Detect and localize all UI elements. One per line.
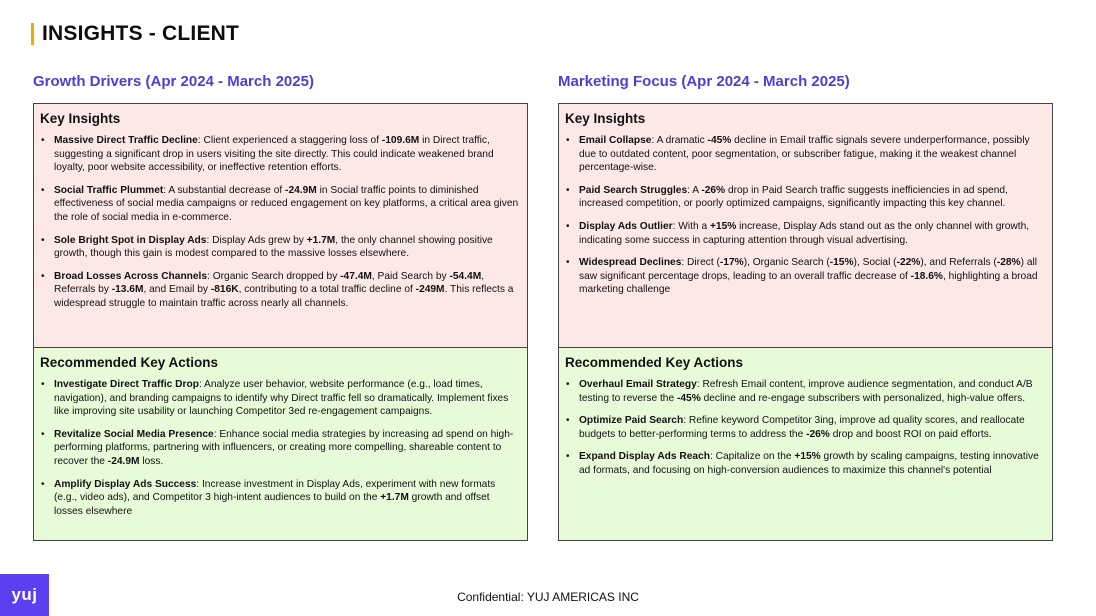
item-heading: Overhaul Email Strategy [579,379,697,390]
marketing-focus-heading: Marketing Focus (Apr 2024 - March 2025) [558,73,850,90]
item-heading: Widespread Declines [579,257,682,269]
item-text: decline in Email traffic signals severe underperformance, possibly due to outdated content, poor segmentation, or subscriber fatigue, making it the weakest channel percentage-wise. [579,135,1030,174]
item-text: , Paid Search by [371,270,450,282]
metric-value: -28% [996,257,1021,269]
item-text: : Display Ads grew by [206,234,307,246]
item-heading: Display Ads Outlier [579,220,673,232]
item-text: : Increase investment in Display Ads, experiment with new formats (e.g., video ads), and Competitor 3 high-intent audiences to build on the [54,478,496,504]
list-item [54,428,519,469]
list-item [54,134,519,175]
list-item [579,184,1044,211]
metric-value: -45% [676,392,701,404]
growth-key-actions-panel [33,347,528,541]
item-text: : Direct ( [681,257,720,269]
item-text: : With a [672,220,710,232]
title-bar [31,23,239,45]
item-text: drop in Paid Search traffic suggests inefficiencies in ad spend, increased competition, or poorly optimized campaigns, significantly impacting this key channel. [579,184,1008,210]
metric-value: -22% [896,257,921,269]
metric-value: -54.4M [449,270,482,282]
item-text: : Analyze user behavior, website performance (e.g., load times, navigation), and branding campaigns to identify why Direct traffic fell so dramatically. Implement fixes like improving site usability or launching Competitor 3ed re-engagement campaigns. [54,379,509,418]
item-heading: Broad Losses Across Channels [54,270,208,282]
item-text: in Direct traffic, suggesting a significant drop in users visiting the site directly. This could indicate weakened brand loyalty, poor website accessibility, or ineffective retention efforts. [54,135,494,174]
item-text: : Refine keyword Competitor 3ing, improve ad quality scores, and reallocate budgets to better-performing terms to address the [579,415,1025,440]
growth-key-insights-panel [33,103,528,348]
metric-value: +15% [709,220,737,232]
item-text: growth and offset losses elsewhere [54,492,490,517]
item-text: increase, Display Ads stand out as the only channel with growth, indicating some success in capturing attention through visual advertising. [579,220,1030,246]
panel-title: Recommended Key Actions [40,355,219,370]
list-item [54,378,519,419]
page-title: INSIGHTS - CLIENT [42,22,240,45]
metric-value: -816K [210,284,239,296]
list-item [579,414,1044,441]
list-item [54,478,519,519]
metric-value: -26% [806,428,830,440]
metric-value: -47.4M [340,270,372,282]
item-heading: Email Collapse [579,135,652,146]
item-heading: Sole Bright Spot in Display Ads [54,234,207,246]
item-heading: Massive Direct Traffic Decline [54,135,198,146]
item-text: : Client experienced a staggering loss of [197,135,382,146]
insights-list [565,134,1044,297]
item-text: , the only channel showing positive growth, though this gain is modest compared to the massive losses elsewhere. [54,234,493,260]
item-heading: Social Traffic Plummet [54,184,164,196]
metric-value: -15% [829,257,854,269]
yuj-logo: yuj [0,574,49,616]
item-text: , and Email by [143,284,211,296]
item-heading: Expand Display Ads Reach [579,451,710,463]
metric-value: -45% [707,135,732,146]
item-text: : Enhance social media strategies by increasing ad spend on high-performing platforms, partnering with influencers, or creating more compelling, shareable content to recover the [54,428,514,467]
list-item [579,378,1044,405]
metric-value: -249M [415,284,445,296]
item-text: , Referrals by [54,270,485,296]
item-heading: Investigate Direct Traffic Drop [54,379,199,390]
item-heading: Revitalize Social Media Presence [54,428,214,440]
marketing-key-actions-panel [558,347,1053,541]
metric-value: -24.9M [285,184,317,196]
insights-list [40,134,519,311]
item-text: : A dramatic [651,135,708,146]
item-text: : Refresh Email content, improve audience segmentation, and conduct A/B testing to reverse the [579,379,1033,404]
item-text: decline and re-engage subscribers with personalized, high-value offers. [700,392,1026,404]
item-text: growth by scaling campaigns, testing innovative ad formats, and focusing on high-conversion audiences to maximize this channel's potential [579,451,1039,476]
metric-value: -17% [719,257,744,269]
confidential-footer: Confidential: YUJ AMERICAS INC [457,590,639,604]
item-text: , contributing to a total traffic decline of [238,284,416,296]
item-heading: Paid Search Struggles [579,184,688,196]
list-item [54,270,519,311]
marketing-key-insights-panel [558,103,1053,348]
panel-title: Key Insights [40,111,121,126]
item-text: ), and Referrals ( [920,257,997,269]
metric-value: -109.6M [381,135,420,146]
item-heading: Optimize Paid Search [579,415,684,427]
list-item [54,184,519,225]
item-text: ) all saw significant percentage drops, leading to an overall traffic decrease of [579,257,1038,282]
actions-list [40,378,519,518]
item-text: : A substantial decrease of [163,184,286,196]
growth-drivers-heading: Growth Drivers (Apr 2024 - March 2025) [33,73,314,90]
metric-value: -26% [701,184,726,196]
actions-list [565,378,1044,478]
metric-value: -24.9M [107,455,140,467]
metric-value: +15% [794,451,821,463]
metric-value: -18.6% [910,270,943,282]
item-text: ), Social ( [853,257,897,269]
list-item [579,450,1044,477]
item-heading: Amplify Display Ads Success [54,478,197,490]
item-text: : Organic Search dropped by [207,270,341,282]
item-text: drop and boost ROI on paid efforts. [829,428,992,440]
item-text: : Capitalize on the [709,451,795,463]
metric-value: +1.7M [380,492,409,504]
list-item [579,220,1044,247]
item-text: . This reflects a widespread struggle to maintain traffic across nearly all channels. [54,284,514,309]
metric-value: -13.6M [111,284,144,296]
item-text: in Social traffic points to diminished effectiveness of social media campaigns or reduced engagement on key platforms, a critical area given the role of social media in e-commerce. [54,184,519,223]
list-item [54,234,519,261]
panel-title: Recommended Key Actions [565,355,744,370]
item-text: ), Organic Search ( [743,257,830,269]
list-item [579,256,1044,297]
item-text: , highlighting a broad marketing challenge [579,270,1038,296]
panel-title: Key Insights [565,111,646,126]
metric-value: +1.7M [306,234,336,246]
item-text: loss. [139,455,164,467]
item-text: : A [687,184,702,196]
list-item [579,134,1044,175]
